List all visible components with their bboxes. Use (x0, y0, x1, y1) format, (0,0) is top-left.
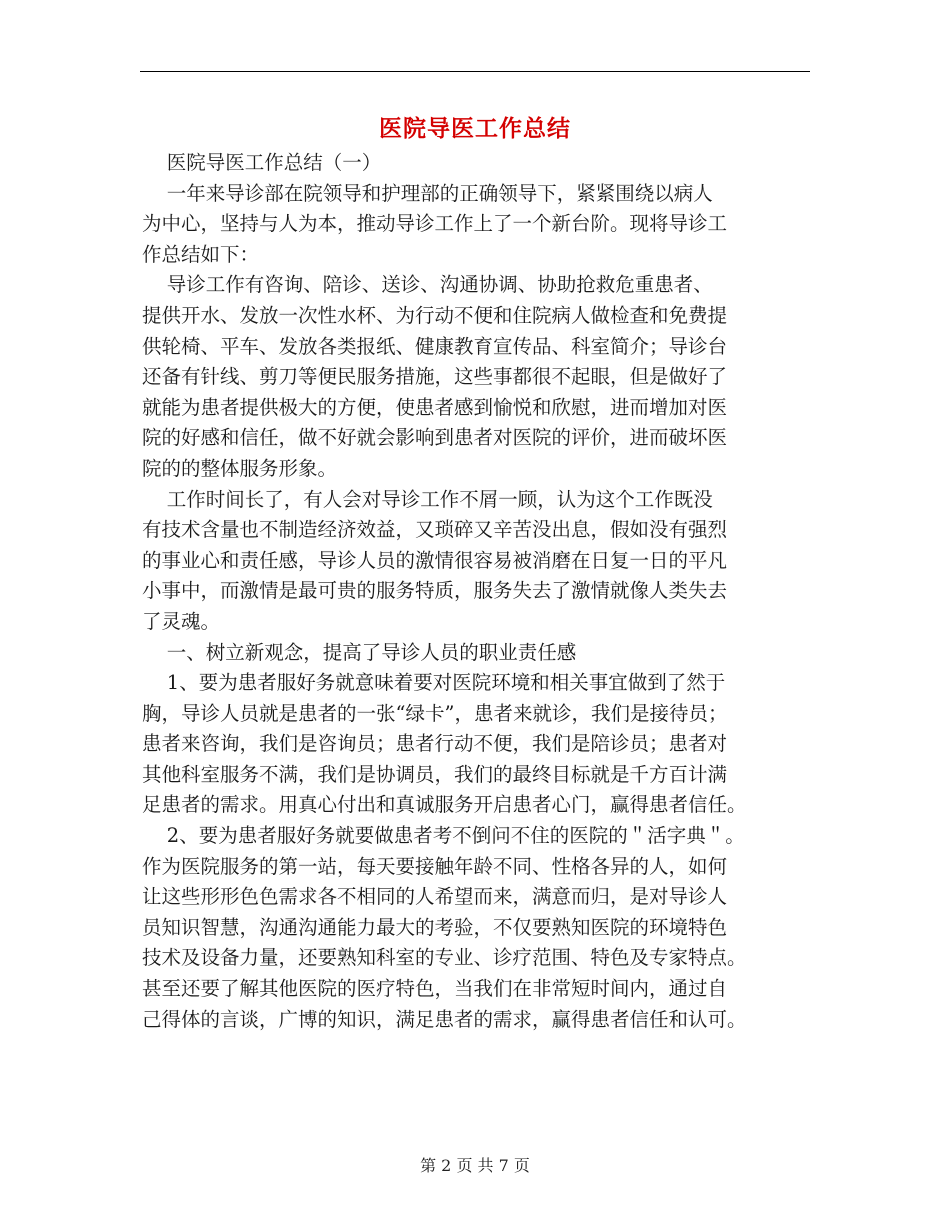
text-line: 技术及设备力量，还要熟知科室的专业、诊疗范围、特色及专家特点。 (142, 946, 747, 970)
header-rule (140, 71, 810, 72)
text-line: 为中心，坚持与人为本，推动导诊工作上了一个新台阶。现将导诊工 (142, 212, 728, 236)
text-line: 作总结如下： (142, 242, 260, 266)
text-line: 还备有针线、剪刀等便民服务措施，这些事都很不起眼，但是做好了 (142, 365, 728, 389)
text-line: 导诊工作有咨询、陪诊、送诊、沟通协调、协助抢救危重患者、 (142, 273, 713, 297)
text-line: 了灵魂。 (142, 609, 221, 633)
text-line: 有技术含量也不制造经济效益，又琐碎又辛苦没出息，假如没有强烈 (142, 518, 728, 542)
text-line: 1、要为患者服好务就意味着要对医院环境和相关事宜做到了然于 (142, 671, 726, 695)
document-title: 医院导医工作总结 (379, 115, 571, 142)
text-line: 作为医院服务的第一站，每天要接触年龄不同、性格各异的人，如何 (142, 854, 728, 878)
page-footer: 第 2 页 共 7 页 (420, 1156, 530, 1175)
text-line: 甚至还要了解其他医院的医疗特色，当我们在非常短时间内，通过自 (142, 977, 728, 1001)
text-line: 一年来导诊部在院领导和护理部的正确领导下，紧紧围绕以病人 (142, 181, 713, 205)
text-line: 其他科室服务不满，我们是协调员，我们的最终目标就是千方百计满 (142, 762, 728, 786)
text-line: 的事业心和责任感，导诊人员的激情很容易被消磨在日复一日的平凡 (142, 548, 728, 572)
text-line: 医院导医工作总结（一） (142, 151, 382, 174)
text-line: 患者来咨询，我们是咨询员；患者行动不便，我们是陪诊员；患者对 (142, 732, 728, 756)
text-line: 提供开水、发放一次性水杯、为行动不便和住院病人做检查和免费提 (142, 303, 728, 327)
text-line: 一、树立新观念，提高了导诊人员的职业责任感 (142, 640, 577, 664)
text-line: 己得体的言谈，广博的知识，满足患者的需求，赢得患者信任和认可。 (142, 1007, 747, 1031)
text-line: 院的好感和信任，做不好就会影响到患者对医院的评价，进而破坏医 (142, 426, 728, 450)
text-line: 让这些形形色色需求各不相同的人希望而来，满意而归，是对导诊人 (142, 885, 728, 909)
document-body (142, 148, 818, 1035)
text-line: 供轮椅、平车、发放各类报纸、健康教育宣传品、科室简介；导诊台 (142, 334, 728, 358)
text-line: 院的的整体服务形象。 (142, 456, 338, 480)
text-line: 足患者的需求。用真心付出和真诚服务开启患者心门，赢得患者信任。 (142, 793, 747, 817)
text-line: 员知识智慧，沟通沟通能力最大的考验，不仅要熟知医院的环境特色 (142, 915, 728, 939)
text-line: 小事中，而激情是最可贵的服务特质，服务失去了激情就像人类失去 (142, 579, 728, 603)
text-line: 工作时间长了，有人会对导诊工作不屑一顾，认为这个工作既没 (142, 487, 713, 511)
text-line: 胸，导诊人员就是患者的一张“绿卡”，患者来就诊，我们是接待员； (142, 701, 728, 725)
text-line: 2、要为患者服好务就要做患者考不倒问不住的医院的＂活字典＂。 (142, 824, 745, 848)
text-line: 就能为患者提供极大的方便，使患者感到愉悦和欣慰，进而增加对医 (142, 395, 728, 419)
